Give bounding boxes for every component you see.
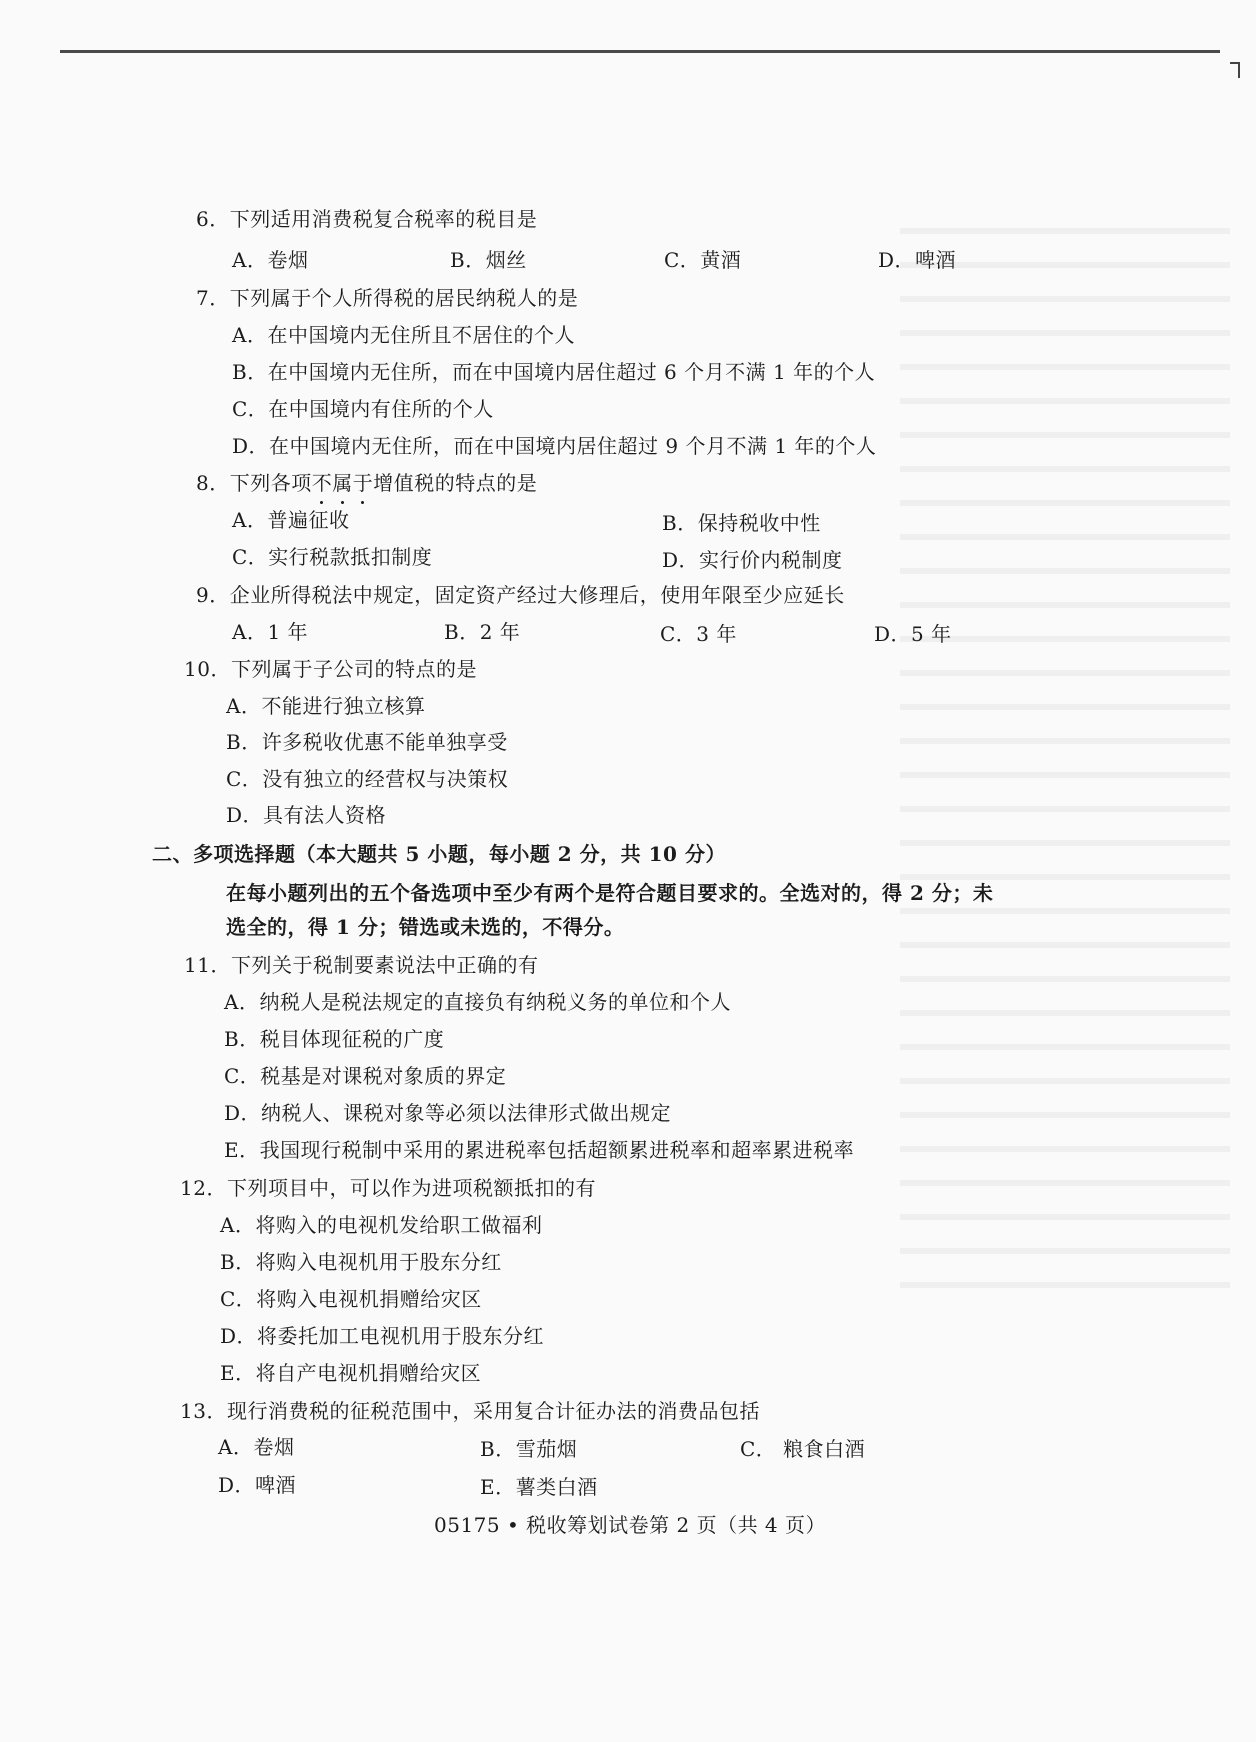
q12-stem: 12．下列项目中，可以作为进项税额抵扣的有	[180, 1176, 596, 1200]
section2-instructions-2: 选全的，得 1 分；错选或未选的，不得分。	[226, 915, 625, 939]
q8-option-b: B．保持税收中性	[662, 511, 821, 535]
q8-option-d: D．实行价内税制度	[662, 548, 843, 572]
q13-option-c: C． 粮食白酒	[740, 1437, 866, 1461]
q8-stem-post: 增值税的特点的是	[373, 471, 538, 495]
q13-option-d: D．啤酒	[218, 1473, 297, 1497]
q9-option-a: A．1 年	[232, 620, 309, 644]
q8-emph-3: 于	[352, 471, 374, 495]
q7-stem: 7．下列属于个人所得税的居民纳税人的是	[196, 286, 579, 310]
q10-option-b: B．许多税收优惠不能单独享受	[226, 730, 508, 754]
q11-option-b: B．税目体现征税的广度	[224, 1027, 445, 1051]
q6-option-d: D．啤酒	[878, 248, 957, 272]
q9-option-d: D．5 年	[874, 622, 952, 646]
q13-option-b: B．雪茄烟	[480, 1437, 578, 1461]
q11-option-d: D．纳税人、课税对象等必须以法律形式做出规定	[224, 1101, 672, 1125]
section2-instructions-1: 在每小题列出的五个备选项中至少有两个是符合题目要求的。全选对的，得 2 分；未	[226, 881, 994, 905]
q9-option-c: C．3 年	[660, 622, 737, 646]
q9-stem: 9．企业所得税法中规定，固定资产经过大修理后，使用年限至少应延长	[196, 583, 845, 607]
q12-option-a: A．将购入的电视机发给职工做福利	[220, 1213, 543, 1237]
q7-option-a: A．在中国境内无住所且不居住的个人	[232, 323, 575, 347]
q8-emph-1: 不	[311, 471, 333, 495]
scan-corner-mark	[1238, 62, 1240, 78]
q13-option-e: E．薯类白酒	[480, 1475, 598, 1499]
q8-emph-2: 属	[332, 471, 353, 495]
bleed-through-shadow	[900, 200, 1230, 1400]
page-footer: 05175 • 税收筹划试卷第 2 页（共 4 页）	[434, 1513, 827, 1537]
q9-option-b: B．2 年	[444, 620, 521, 644]
q11-stem: 11．下列关于税制要素说法中正确的有	[184, 953, 539, 977]
q13-option-a: A．卷烟	[218, 1435, 295, 1459]
q11-option-a: A．纳税人是税法规定的直接负有纳税义务的单位和个人	[224, 990, 731, 1014]
q10-option-d: D．具有法人资格	[226, 803, 387, 827]
q12-option-b: B．将购入电视机用于股东分红	[220, 1250, 502, 1274]
scan-corner-mark-h	[1230, 62, 1240, 64]
q13-stem: 13．现行消费税的征税范围中，采用复合计征办法的消费品包括	[180, 1399, 760, 1423]
q8-stem-pre: 8．下列各项	[196, 471, 312, 495]
q7-option-d: D．在中国境内无住所，而在中国境内居住超过 9 个月不满 1 年的个人	[232, 434, 877, 458]
scan-top-edge	[60, 50, 1220, 53]
q12-option-d: D．将委托加工电视机用于股东分红	[220, 1324, 545, 1348]
q7-option-b: B．在中国境内无住所，而在中国境内居住超过 6 个月不满 1 年的个人	[232, 360, 876, 384]
q8-option-a: A．普遍征收	[232, 508, 350, 532]
q10-option-a: A．不能进行独立核算	[226, 694, 426, 718]
q6-option-c: C．黄酒	[664, 248, 742, 272]
q10-option-c: C．没有独立的经营权与决策权	[226, 767, 509, 791]
section2-title: 二、多项选择题（本大题共 5 小题，每小题 2 分，共 10 分）	[152, 842, 726, 866]
q6-stem: 6．下列适用消费税复合税率的税目是	[196, 207, 538, 231]
q12-option-e: E．将自产电视机捐赠给灾区	[220, 1361, 482, 1385]
q6-option-b: B．烟丝	[450, 248, 527, 272]
q7-option-c: C．在中国境内有住所的个人	[232, 397, 494, 421]
q11-option-c: C．税基是对课税对象质的界定	[224, 1064, 507, 1088]
q8-option-c: C．实行税款抵扣制度	[232, 545, 433, 569]
q12-option-c: C．将购入电视机捐赠给灾区	[220, 1287, 482, 1311]
q8-stem	[196, 470, 537, 496]
q10-stem: 10．下列属于子公司的特点的是	[184, 657, 477, 681]
q11-option-e: E．我国现行税制中采用的累进税率包括超额累进税率和超率累进税率	[224, 1138, 855, 1162]
q6-option-a: A．卷烟	[232, 248, 309, 272]
